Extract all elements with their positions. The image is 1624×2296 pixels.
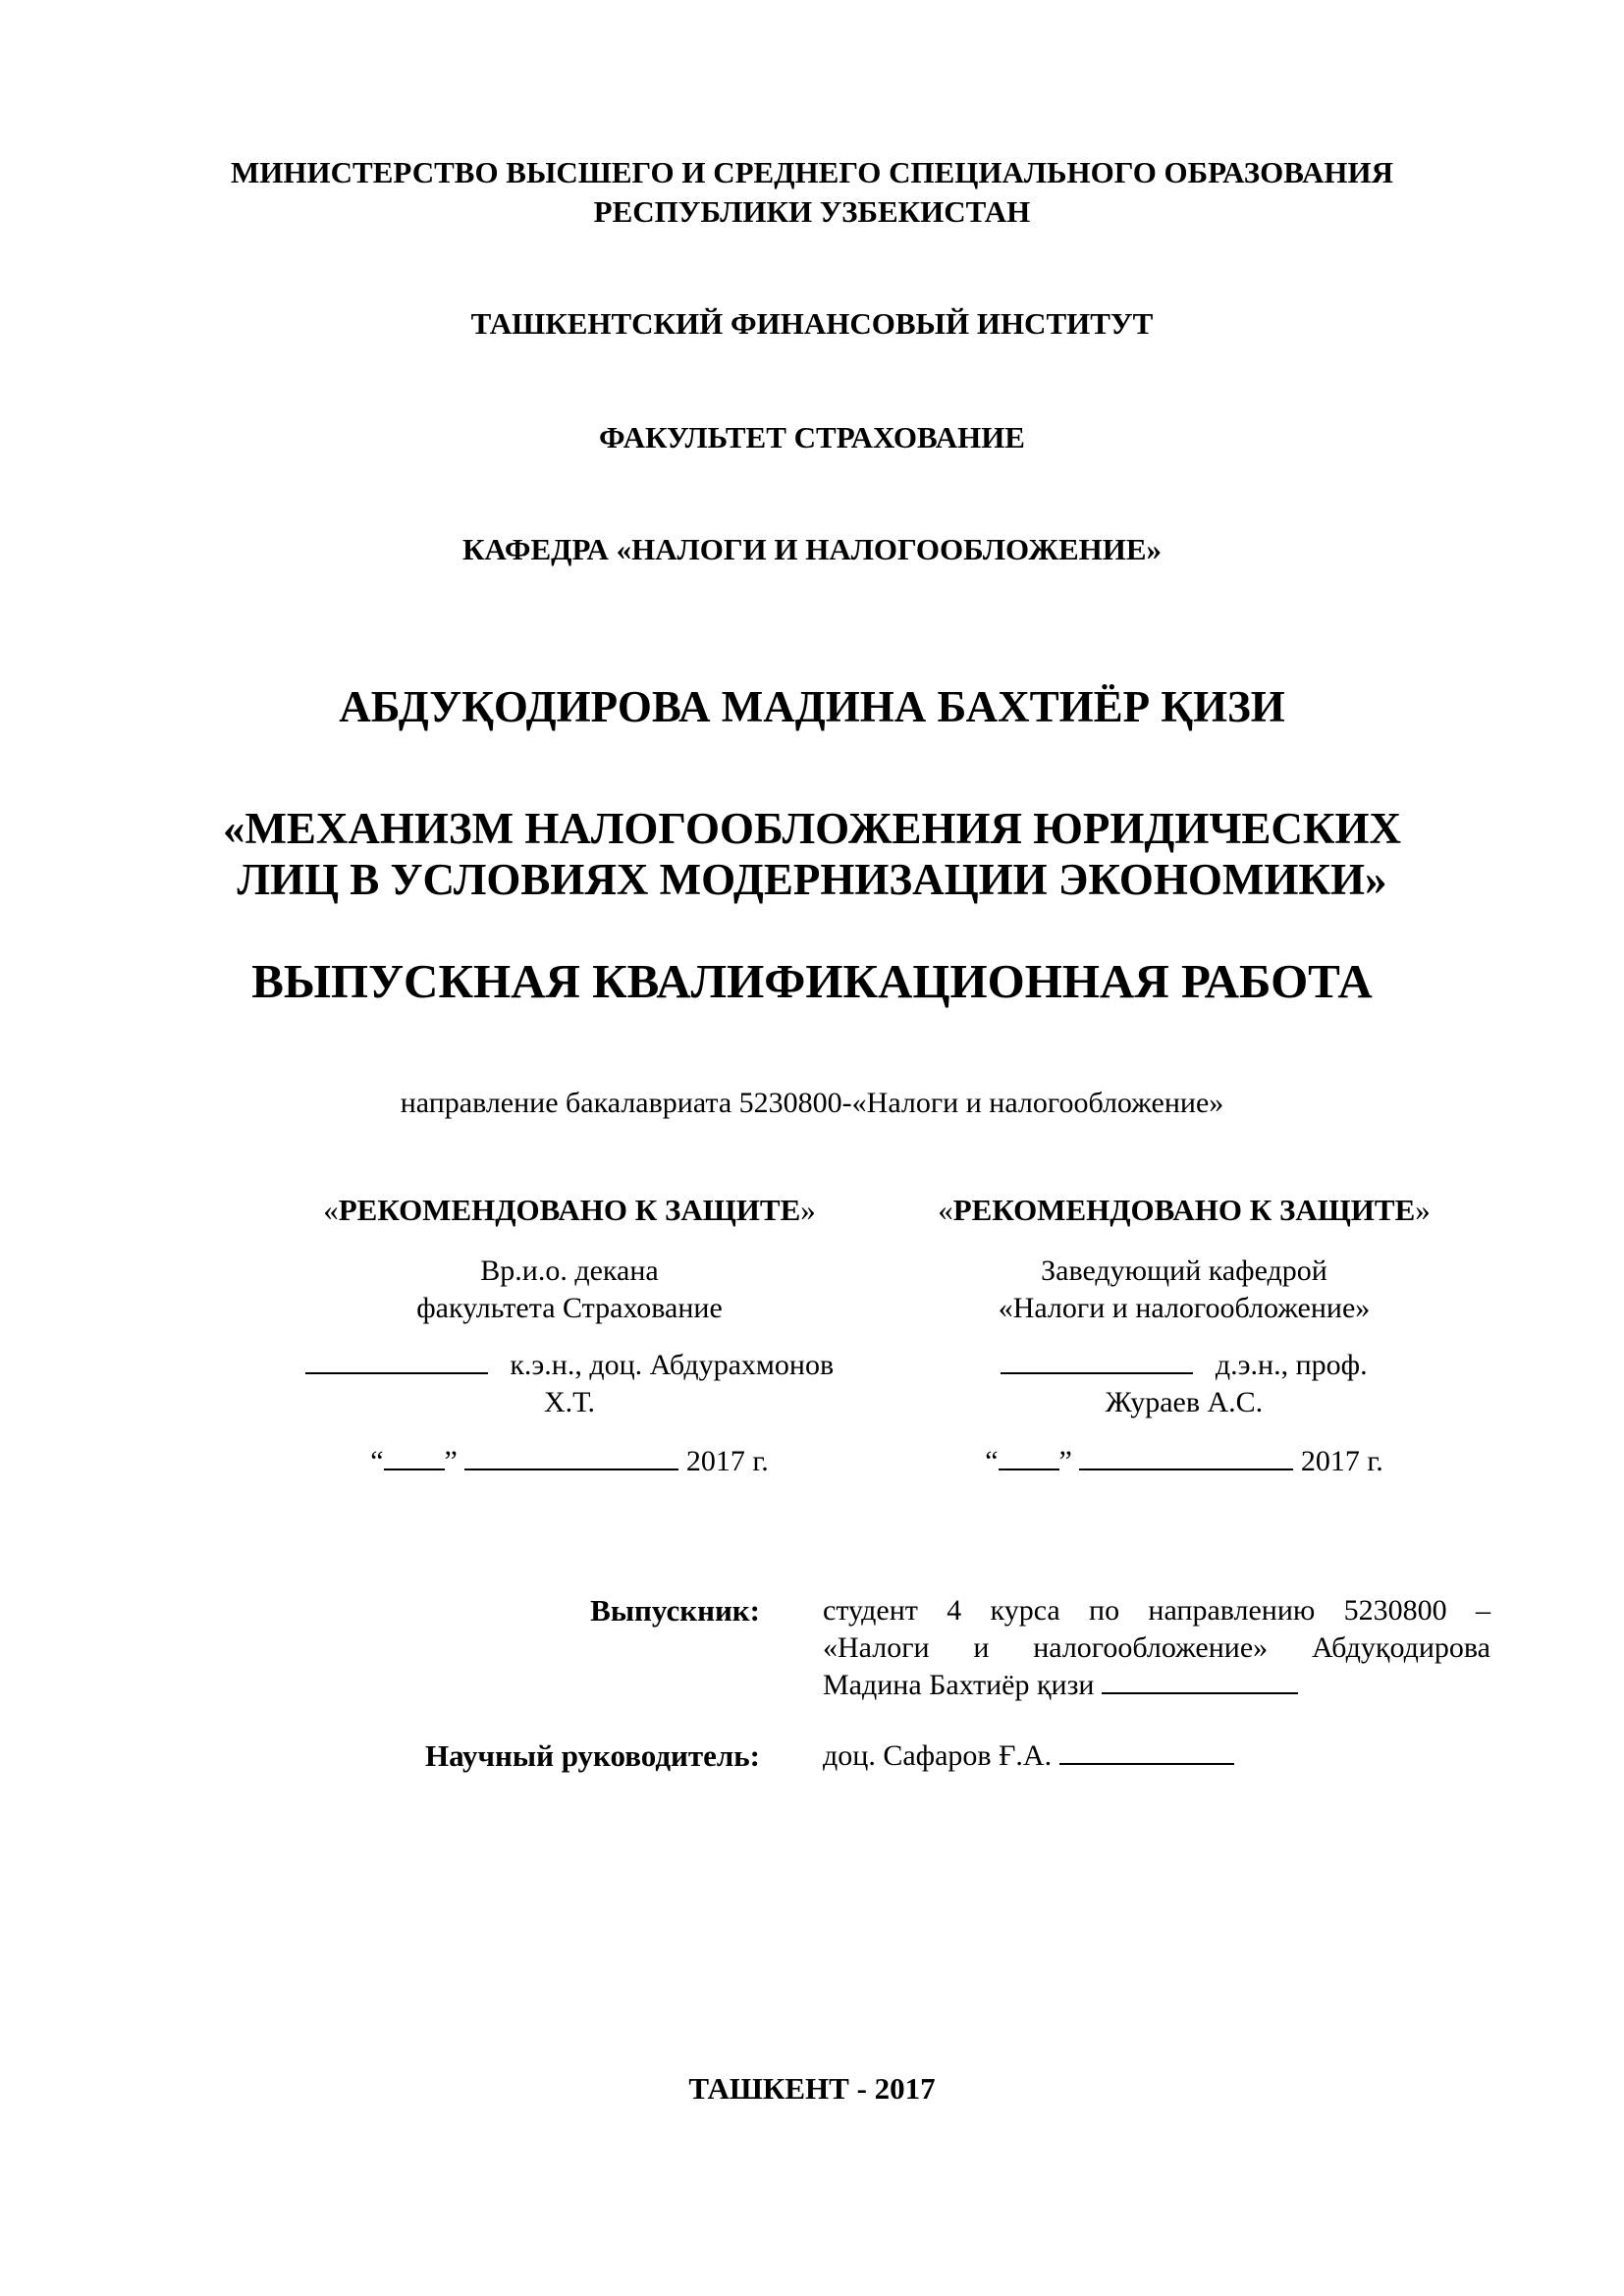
work-title [0,803,1624,905]
work-type: ВЫПУСКНАЯ КВАЛИФИКАЦИОННАЯ РАБОТА [251,954,1373,1008]
position-line-1: Вр.и.о. декана [480,1255,659,1287]
date-quote-open: “ [985,1445,999,1477]
date-block [890,1443,1479,1480]
date-year: 2017 г. [685,1445,769,1477]
work-title-line-1: «МЕХАНИЗМ НАЛОГООБЛОЖЕНИЯ ЮРИДИЧЕСКИХ [222,804,1402,853]
ministry-line-2: РЕСПУБЛИКИ УЗБЕКИСТАН [593,194,1031,229]
quote-open: « [323,1193,339,1227]
signer-line-2: Х.Т. [544,1386,595,1418]
signature-line [1001,1372,1193,1374]
graduate-line-3-wrap [823,1667,1490,1704]
day-blank [999,1468,1059,1470]
approval-dean [275,1190,864,1480]
quote-close: » [800,1193,816,1227]
month-blank [1079,1468,1293,1470]
signature-line [305,1372,488,1374]
day-blank [384,1468,445,1470]
recommend-heading [890,1190,1479,1231]
position-line-1: Заведующий кафедрой [1041,1255,1327,1287]
city-year: ТАШКЕНТ - 2017 [688,2071,936,2106]
ministry-line-1: МИНИСТЕРСТВО ВЫСШЕГО И СРЕДНЕГО СПЕЦИАЛЬНОГО ОБРАЗОВАНИЯ [231,155,1393,189]
quote-open: « [938,1193,953,1227]
graduate-line-1: студент 4 курса по направлению 5230800 – [823,1594,1490,1627]
graduate-signature-line [1102,1667,1298,1694]
faculty-name: ФАКУЛЬТЕТ СТРАХОВАНИЕ [599,420,1025,454]
supervisor-name: доц. Сафаров Ғ.А. [823,1739,1053,1772]
supervisor-label: Научный руководитель: [425,1738,760,1773]
quote-close: » [1415,1193,1431,1227]
graduate-info [823,1592,1490,1704]
supervisor-signature-line [1059,1737,1234,1765]
signature-block [275,1347,864,1384]
recommend-label: РЕКОМЕНДОВАНО К ЗАЩИТЕ [338,1193,801,1227]
signature-block [890,1347,1479,1384]
date-quote-close: ” [1058,1445,1072,1477]
supervisor-info [823,1737,1234,1775]
position-line-2: «Налоги и налогообложение» [998,1292,1371,1324]
graduate-line-3: Мадина Бахтиёр қизи [823,1669,1095,1701]
institute-name: ТАШКЕНТСКИЙ ФИНАНСОВЫЙ ИНСТИТУТ [470,306,1154,341]
signer-line-2: Жураев А.С. [1105,1386,1264,1418]
signer-line-1: к.э.н., доц. Абдурахмонов [510,1349,835,1381]
month-blank [464,1468,678,1470]
graduate-label: Выпускник: [590,1593,760,1628]
recommend-heading [275,1190,864,1231]
date-quote-open: “ [370,1445,384,1477]
date-quote-close: ” [444,1445,458,1477]
approval-head-of-department [890,1190,1479,1480]
ministry-heading [0,153,1624,232]
date-block [275,1443,864,1480]
kafedra-name: КАФЕДРА «НАЛОГИ И НАЛОГООБЛОЖЕНИЕ» [461,532,1163,566]
study-direction: направление бакалавриата 5230800-«Налоги и налогообложение» [400,1087,1224,1119]
graduate-line-2: «Налоги и налогообложение» Абдуқодирова [823,1631,1490,1664]
recommend-label: РЕКОМЕНДОВАНО К ЗАЩИТЕ [952,1193,1416,1227]
position-line-2: факультета Страхование [416,1292,723,1324]
signer-line-1: д.э.н., проф. [1215,1349,1368,1381]
work-title-line-2: ЛИЦ В УСЛОВИЯХ МОДЕРНИЗАЦИИ ЭКОНОМИКИ» [237,855,1387,904]
author-name: АБДУҚОДИРОВА МАДИНА БАХТИЁР ҚИЗИ [339,682,1285,731]
date-year: 2017 г. [1300,1445,1383,1477]
